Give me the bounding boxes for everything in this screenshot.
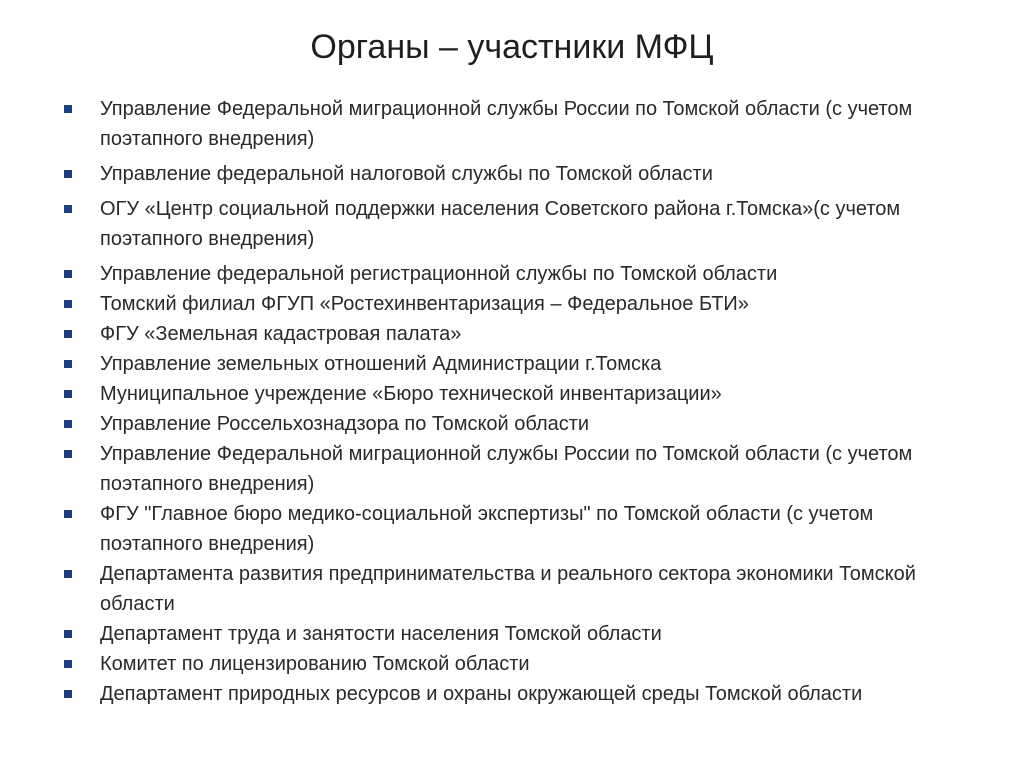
list-item [62, 619, 962, 649]
list-item [62, 559, 962, 619]
list-item [62, 259, 962, 289]
square-bullet-icon [64, 300, 72, 308]
list-item [62, 439, 962, 499]
list-item [62, 379, 962, 409]
list-item [62, 319, 962, 349]
list-item [62, 679, 962, 709]
list-item-text: Управление федеральной налоговой службы по Томской области [100, 163, 713, 185]
list-item [62, 499, 962, 559]
square-bullet-icon [64, 630, 72, 638]
list-item-text: Департамента развития предпринимательства и реального сектора экономики Томской области [100, 563, 916, 615]
square-bullet-icon [64, 270, 72, 278]
participants-list [62, 94, 962, 709]
square-bullet-icon [64, 105, 72, 113]
list-item-text: ФГУ "Главное бюро медико-социальной экспертизы" по Томской области (с учетом поэтапного внедрения) [100, 503, 874, 555]
list-item [62, 649, 962, 679]
list-item-text: Комитет по лицензированию Томской области [100, 653, 530, 675]
square-bullet-icon [64, 570, 72, 578]
list-item-text: Томский филиал ФГУП «Ростехинвентаризация – Федеральное БТИ» [100, 293, 749, 315]
list-item-text: ОГУ «Центр социальной поддержки населения Советского района г.Томска»(с учетом поэтапного внедрения) [100, 198, 901, 250]
list-item-text: Департамент труда и занятости населения Томской области [100, 623, 662, 645]
square-bullet-icon [64, 510, 72, 518]
list-item [62, 409, 962, 439]
square-bullet-icon [64, 390, 72, 398]
list-item-text: Управление федеральной регистрационной службы по Томской области [100, 263, 778, 285]
list-item-text: Управление земельных отношений Администрации г.Томска [100, 353, 662, 375]
square-bullet-icon [64, 690, 72, 698]
square-bullet-icon [64, 330, 72, 338]
list-item [62, 289, 962, 319]
list-item [62, 159, 962, 189]
square-bullet-icon [64, 660, 72, 668]
list-item-text: Управление Федеральной миграционной службы России по Томской области (с учетом поэтапного внедрения) [100, 443, 913, 495]
slide-title: Органы – участники МФЦ [310, 28, 714, 66]
list-item [62, 194, 962, 254]
list-item-text: Управление Россельхознадзора по Томской области [100, 413, 590, 435]
list-item-text: Муниципальное учреждение «Бюро технической инвентаризации» [100, 383, 722, 405]
list-item-text: Департамент природных ресурсов и охраны окружающей среды Томской области [100, 683, 863, 705]
list-item [62, 94, 962, 154]
square-bullet-icon [64, 420, 72, 428]
list-item-text: Управление Федеральной миграционной службы России по Томской области (с учетом поэтапного внедрения) [100, 98, 913, 150]
square-bullet-icon [64, 360, 72, 368]
square-bullet-icon [64, 450, 72, 458]
square-bullet-icon [64, 205, 72, 213]
list-item [62, 349, 962, 379]
square-bullet-icon [64, 170, 72, 178]
list-item-text: ФГУ «Земельная кадастровая палата» [100, 323, 462, 345]
